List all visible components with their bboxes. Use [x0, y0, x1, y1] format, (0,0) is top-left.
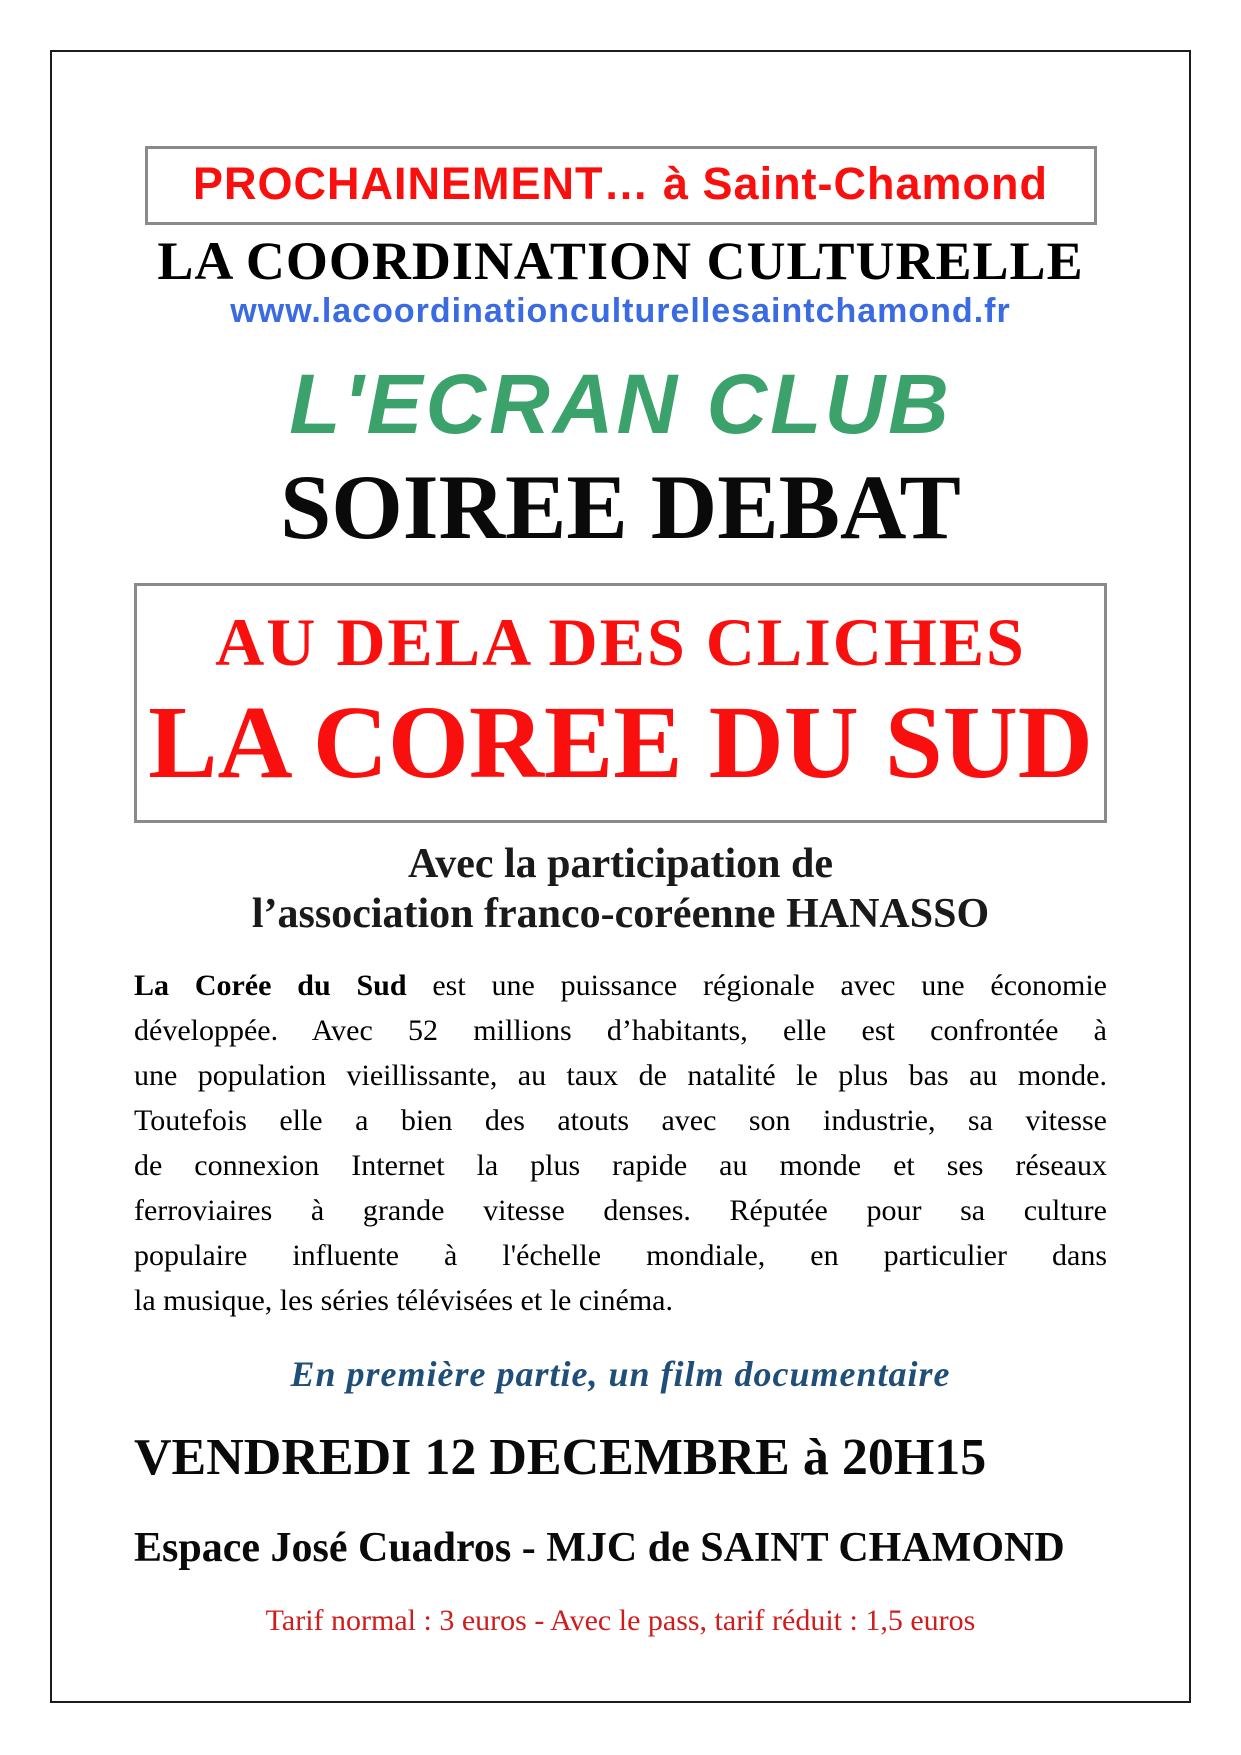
event-date: VENDREDI 12 DECEMBRE à 20H15	[134, 1429, 987, 1486]
event-type-title: SOIREE DEBAT	[280, 456, 961, 558]
paragraph-line	[134, 963, 1107, 1008]
theme-box	[134, 583, 1107, 823]
documentary-note: En première partie, un film documentaire	[290, 1354, 951, 1394]
website-url: www.lacoordinationculturellesaintchamond.fr	[230, 292, 1011, 330]
theme-subtitle: AU DELA DES CLICHES	[215, 604, 1026, 680]
club-title: L'ECRAN CLUB	[289, 357, 952, 451]
event-venue: Espace José Cuadros - MJC de SAINT CHAMOND	[134, 1525, 1065, 1571]
organization-title: LA COORDINATION CULTURELLE	[157, 231, 1084, 291]
paragraph-line: de connexion Internet la plus rapide au monde et ses réseaux	[134, 1149, 1107, 1182]
poster-page	[50, 50, 1191, 1703]
paragraph-line-text: est une puissance régionale avec une économie	[406, 969, 1108, 1002]
participation-line-1: Avec la participation de	[407, 841, 833, 887]
paragraph-line: la musique, les séries télévisées et le cinéma.	[134, 1284, 673, 1317]
paragraph-line: populaire influente à l'échelle mondiale, en particulier dans	[134, 1239, 1107, 1272]
banner-box	[145, 146, 1097, 225]
paragraph-lead-bold: La Corée du Sud	[134, 969, 407, 1002]
paragraph-line: développée. Avec 52 millions d’habitants, elle est confrontée à	[134, 1014, 1107, 1047]
theme-title: LA COREE DU SUD	[148, 685, 1093, 800]
price-info: Tarif normal : 3 euros - Avec le pass, tarif réduit : 1,5 euros	[265, 1604, 976, 1637]
description-paragraph	[134, 963, 1107, 1323]
banner-text: PROCHAINEMENT… à Saint-Chamond	[192, 158, 1049, 209]
paragraph-line: Toutefois elle a bien des atouts avec son industrie, sa vitesse	[134, 1104, 1107, 1137]
participation-line-2: l’association franco-coréenne HANASSO	[251, 891, 990, 937]
participation-note	[134, 839, 1107, 939]
paragraph-line: une population vieillissante, au taux de natalité le plus bas au monde.	[134, 1059, 1107, 1092]
paragraph-line: ferroviaires à grande vitesse denses. Réputée pour sa culture	[134, 1194, 1107, 1227]
